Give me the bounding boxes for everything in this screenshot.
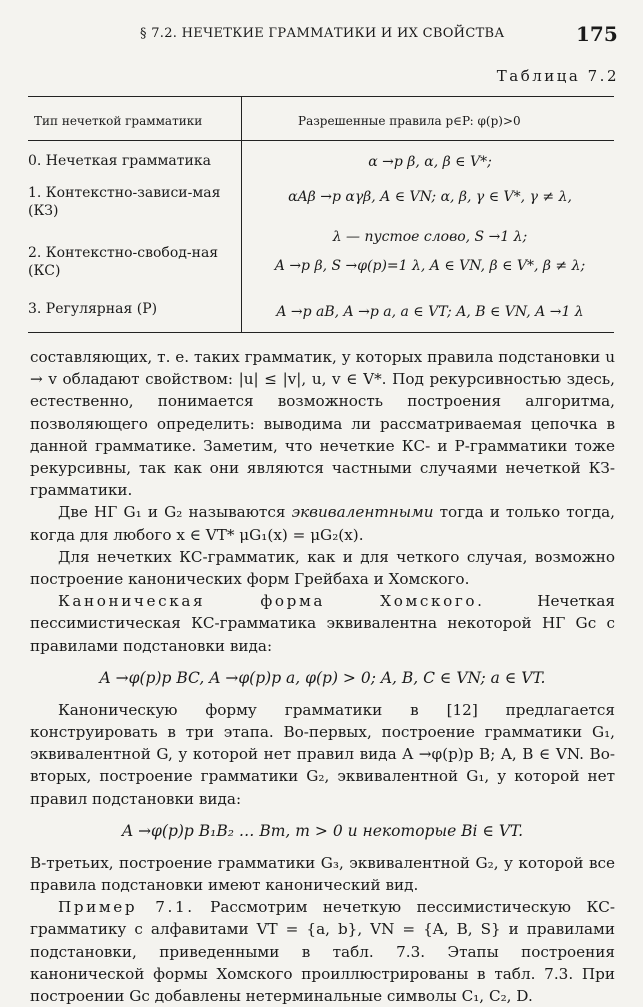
paragraph: Для нечетких КС-грамматик, как и для четкого случая, возможно построение канонических форм Грейбаха и Хомского. [30, 547, 615, 589]
table-row-rule: α →p β, α, β ∈ V*; [368, 154, 492, 170]
page-number: 175 [576, 22, 618, 46]
table-header-rule [28, 140, 614, 141]
paragraph: Две НГ G₁ и G₂ называются эквивалентными тогда и только тогда, когда для любого x ∈ VT* μG₁(x) = μG₂(x). [30, 503, 615, 544]
body-text [30, 346, 615, 1007]
table-row-type: 3. Регулярная (Р) [28, 301, 158, 317]
paragraph: Каноническую форму грамматики в [12] предлагается конструировать в три этапа. Во-первых, построение грамматики G₁, эквивалентной G, у которой нет правил вида A →φ(p)p B; A, B ∈ VN. Во-вторых, построение грамматики G₂, эквивалентной G₁, у которой нет правил подстановки вида: [30, 700, 615, 808]
running-title: § 7.2. НЕЧЕТКИЕ ГРАММАТИКИ И ИХ СВОЙСТВА [140, 26, 505, 41]
table-row-rule: αAβ →p αγβ, A ∈ VN; α, β, γ ∈ V*, γ ≠ λ, [288, 189, 572, 205]
table-row-rule: A →p aB, A →p a, a ∈ VT; A, B ∈ VN, A →1 λ [276, 304, 584, 320]
example-title: Пример 7.1. [58, 898, 195, 917]
formula: A →φ(p)p BC, A →φ(p)p a, φ(p) > 0; A, B, C ∈ VN; a ∈ VT. [99, 668, 546, 687]
col-header-rules: Разрешенные правила p∈P: φ(p)>0 [298, 114, 521, 128]
col-header-type: Тип нечеткой грамматики [34, 114, 203, 128]
paragraph: составляющих, т. е. таких грамматик, у которых правила подстановки u → v обладают свойством: |u| ≤ |v|, u, v ∈ V*. Под рекурсивностью здесь, естественно, понимается возможность построения алгоритма, позволяющего определить: выводима ли рассматриваемая цепочка в данной грамматике. Заметим, что нечеткие КС- и Р-грамматики тоже рекурсивны, так как они являются частными случаями нечеткой КЗ-грамматики. [30, 348, 615, 500]
table-row-type: 0. Нечеткая грамматика [28, 153, 211, 169]
table-row-type: 1. Контекстно-зависи-мая (КЗ) [28, 185, 221, 219]
table-bottom-rule [28, 332, 614, 333]
table-top-rule [28, 96, 614, 97]
paragraph: Пример 7.1. Рассмотрим нечеткую пессимистическую КС-грамматику с алфавитами VT = {a, b}, VN = {A, B, S} и правилами подстановки, приведенными в табл. 7.3. Этапы построения канонической формы Хомского проиллюстрированы в табл. 7.3. При построении Gc добавлены нетерминальные символы C₁, C₂, D. [30, 898, 615, 1006]
formula: A →φ(p)p B₁B₂ … Bm, m > 0 и некоторые Bi ∈ VT. [121, 821, 524, 840]
table-row-type: 2. Контекстно-свобод-ная (КС) [28, 245, 219, 279]
table-row-rule: λ — пустое слово, S →1 λ; [332, 229, 528, 245]
paragraph: В-третьих, построение грамматики G₃, эквивалентной G₂, у которой все правила подстановки имеют канонический вид. [30, 853, 615, 895]
table-row-rule-continued: A →p β, S →φ(p)=1 λ, A ∈ VN, β ∈ V*, β ≠ λ; [274, 258, 586, 274]
table-caption: Таблица 7.2 [496, 67, 619, 85]
section-run-in-title: Каноническая форма Хомского. [58, 592, 485, 611]
emphasis-term: эквивалентными [291, 503, 434, 522]
paragraph: Каноническая форма Хомского. Нечеткая пессимистическая КС-грамматика эквивалентна некоторой НГ Gc с правилами подстановки вида: [30, 592, 615, 655]
table-column-divider [241, 96, 242, 332]
page-header [0, 22, 643, 46]
